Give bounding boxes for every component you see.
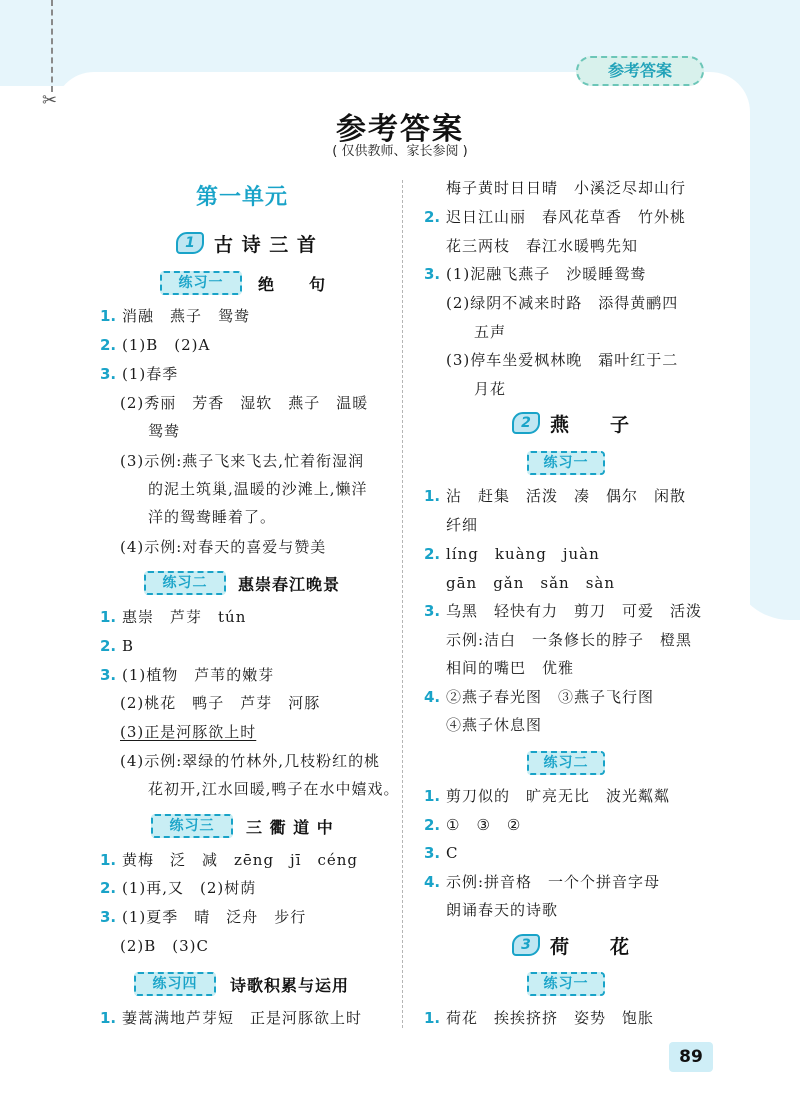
- answer-line: gān gǎn sǎn sàn: [446, 574, 616, 592]
- answer-line: 朗诵春天的诗歌: [446, 901, 559, 919]
- answer-line: B: [122, 637, 135, 655]
- page-subtitle: ( 仅供教师、家长参阅 ): [332, 144, 468, 159]
- question-number: 1.: [424, 1009, 441, 1027]
- answer-line: ① ③ ②: [446, 816, 522, 834]
- lesson-number-badge: 1: [176, 232, 204, 254]
- answer-line: 五声: [474, 323, 507, 341]
- lesson-title: 荷 花: [550, 936, 631, 958]
- practice-tag: 练习三: [151, 814, 233, 838]
- answer-line: 沾 赶集 活泼 凑 偶尔 闲散: [446, 487, 687, 505]
- question-number: 2.: [100, 879, 117, 897]
- lesson-title: 燕 子: [550, 414, 631, 436]
- question-number: 3.: [424, 265, 441, 283]
- answer-line: 相间的嘴巴 优雅: [446, 659, 575, 677]
- cut-line: [51, 0, 53, 92]
- question-number: 3.: [100, 666, 117, 684]
- answer-line: (1)再,又 (2)树荫: [122, 879, 257, 897]
- answer-line: líng kuàng juàn: [446, 545, 600, 563]
- page-number: 89: [669, 1042, 713, 1072]
- question-number: 1.: [424, 787, 441, 805]
- answer-line: 消融 燕子 鸳鸯: [122, 307, 251, 325]
- practice-tag: 练习一: [527, 972, 605, 996]
- answer-line: (3)示例:燕子飞来飞去,忙着衔湿润: [120, 452, 365, 470]
- practice-tag: 练习二: [527, 751, 605, 775]
- practice-title: 惠崇春江晚景: [238, 575, 341, 594]
- answer-line: 迟日江山丽 春风花草香 竹外桃: [446, 208, 687, 226]
- practice-tag: 练习一: [160, 271, 242, 295]
- practice-title: 绝 句: [258, 275, 327, 294]
- question-number: 1.: [424, 487, 441, 505]
- answer-line: 萋蒿满地芦芽短 正是河豚欲上时: [122, 1009, 363, 1027]
- answer-line: 黄梅 泛 减 zēng jī céng: [122, 851, 359, 869]
- practice-title: 诗歌积累与运用: [230, 976, 350, 995]
- question-number: 3.: [424, 602, 441, 620]
- answer-line: (1)植物 芦苇的嫩芽: [122, 666, 275, 684]
- practice-title: 三 衢 道 中: [246, 818, 334, 837]
- answer-line: ④燕子休息图: [446, 716, 543, 734]
- practice-tag: 练习四: [134, 972, 216, 996]
- page-title: 参考答案: [336, 112, 464, 147]
- question-number: 1.: [100, 1009, 117, 1027]
- question-number: 1.: [100, 851, 117, 869]
- practice-tag: 练习一: [527, 451, 605, 475]
- answer-line: (1)泥融飞燕子 沙暖睡鸳鸯: [446, 265, 647, 283]
- answer-line: (3)停车坐爱枫林晚 霜叶红于二: [446, 351, 679, 369]
- answer-line: (2)秀丽 芳香 湿软 燕子 温暖: [120, 394, 369, 412]
- answer-line: 荷花 挨挨挤挤 姿势 饱胀: [446, 1009, 655, 1027]
- answer-line: ②燕子春光图 ③燕子飞行图: [446, 688, 655, 706]
- question-number: 2.: [424, 816, 441, 834]
- answer-line: 惠崇 芦芽 tún: [122, 608, 247, 626]
- question-number: 2.: [100, 637, 117, 655]
- answer-line: (1)春季: [122, 365, 179, 383]
- lesson-title: 古 诗 三 首: [214, 234, 317, 256]
- answer-line: (4)示例:翠绿的竹林外,几枝粉红的桃: [120, 752, 381, 770]
- practice-tag: 练习二: [144, 571, 226, 595]
- answer-line: 纤细: [446, 516, 479, 534]
- answer-line: 剪刀似的 旷亮无比 波光粼粼: [446, 787, 671, 805]
- question-number: 3.: [424, 844, 441, 862]
- answer-line: 洋的鸳鸯睡着了。: [148, 508, 277, 526]
- question-number: 4.: [424, 688, 441, 706]
- answer-line: 的泥土筑巢,温暖的沙滩上,懒洋: [148, 480, 368, 498]
- scissors-icon: ✂: [42, 90, 58, 111]
- column-divider: [402, 180, 403, 1028]
- answer-line: C: [446, 844, 459, 862]
- answer-line: (2)绿阴不减来时路 添得黄鹂四: [446, 294, 679, 312]
- answer-line: (2)B (3)C: [120, 937, 209, 955]
- lesson-number-badge: 2: [512, 412, 540, 434]
- answer-tag: 参考答案: [576, 56, 704, 86]
- answer-line: 月花: [474, 380, 507, 398]
- answer-line: 示例:洁白 一条修长的脖子 橙黑: [446, 631, 693, 649]
- answer-line: 花三两枝 春江水暖鸭先知: [446, 237, 639, 255]
- answer-line: (2)桃花 鸭子 芦芽 河豚: [120, 694, 321, 712]
- unit-title: 第一单元: [196, 185, 289, 210]
- answer-line: 乌黑 轻快有力 剪刀 可爱 活泼: [446, 602, 703, 620]
- question-number: 3.: [100, 908, 117, 926]
- question-number: 2.: [100, 336, 117, 354]
- question-number: 3.: [100, 365, 117, 383]
- answer-line: 梅子黄时日日晴 小溪泛尽却山行: [446, 179, 687, 197]
- answer-line: 示例:拼音格 一个个拼音字母: [446, 873, 661, 891]
- answer-line: 鸳鸯: [148, 422, 181, 440]
- question-number: 2.: [424, 208, 441, 226]
- answer-line: (1)B (2)A: [122, 336, 211, 354]
- answer-line: (3)正是河豚欲上时: [120, 723, 257, 741]
- question-number: 1.: [100, 608, 117, 626]
- lesson-number-badge: 3: [512, 934, 540, 956]
- question-number: 1.: [100, 307, 117, 325]
- answer-line: (1)夏季 晴 泛舟 步行: [122, 908, 307, 926]
- answer-line: (4)示例:对春天的喜爱与赞美: [120, 538, 327, 556]
- question-number: 4.: [424, 873, 441, 891]
- answer-line: 花初开,江水回暖,鸭子在水中嬉戏。: [148, 780, 400, 798]
- question-number: 2.: [424, 545, 441, 563]
